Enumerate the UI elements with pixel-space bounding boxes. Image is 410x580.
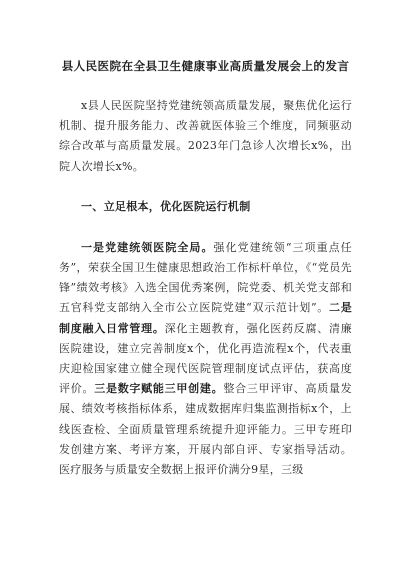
- document-title: 县人民医院在全县卫生健康事业高质量发展会上的发言: [61, 59, 350, 73]
- point-2-lead: 二是制度融入日常管理。: [59, 301, 352, 335]
- point-3-text: 整合三甲评审、高质量发展、绩效考核指标体系，建成数据库归集监测指标x个，上线医查检、全面质量管理系统提升迎评能力。三甲专班印发创建方案、考评方案，开展内部自评、专家指导活动。医疗服务与质量安全数据上报评价满分9星，三级: [59, 382, 352, 477]
- section-body-paragraph: [59, 238, 352, 480]
- point-1-lead: 一是党建统领医院全局。: [81, 240, 214, 254]
- point-2-text: 深化主题教育，强化医药反腐、清廉医院建设，建立完善制度x个，优化再造流程x个，代表重庆迎检国家建立健全现代医院管理制度试点评估，获高度评价。: [59, 321, 352, 396]
- point-3-lead: 三是数字赋能三甲创建。: [94, 382, 224, 396]
- section-heading: 一、立足根本，优化医院运行机制: [81, 199, 251, 213]
- intro-paragraph: x县人民医院坚持党建统领高质量发展，聚焦优化运行机制、提升服务能力、改善就医体验三个维度，同频驱动综合改革与高质量发展。2023年门急诊人次增长x%，出院人次增长x%。: [59, 99, 352, 173]
- point-1-text: 强化党建统领“三项重点任务”，荣获全国卫生健康思想政治工作标杆单位，《“党员先锋”绩效考核》入选全国优秀案例，院党委、机关党支部和五官科党支部纳入全市公立医院党建“双示范计划”。: [59, 240, 352, 315]
